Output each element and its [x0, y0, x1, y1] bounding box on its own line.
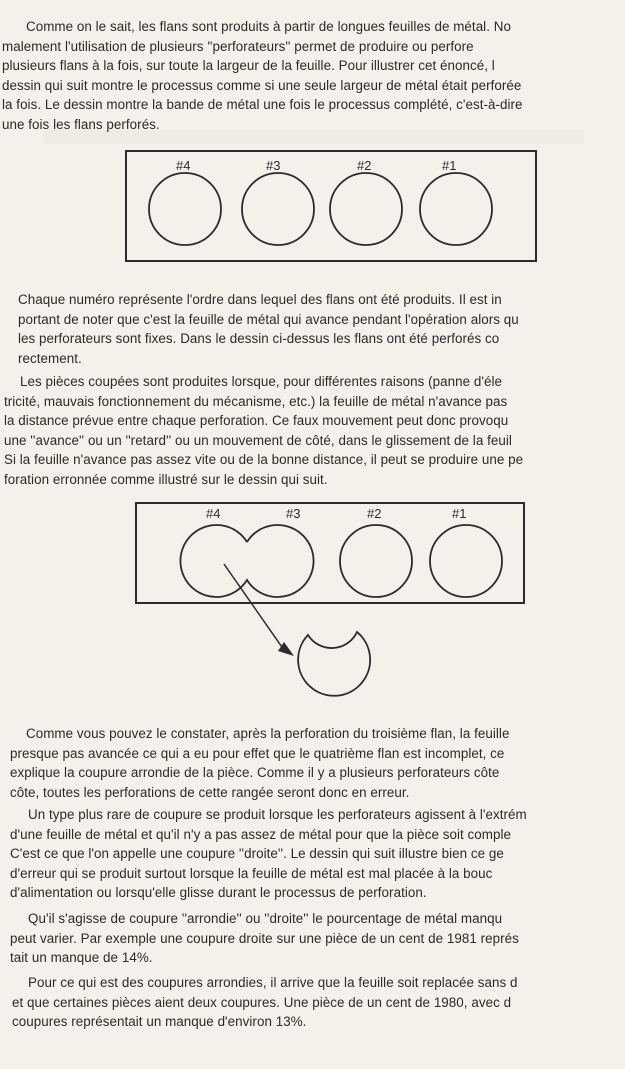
- blank-hole-2: [340, 525, 412, 597]
- blank-label-2: #2: [367, 506, 382, 521]
- paragraph-5: [10, 805, 625, 903]
- paragraph-5-line-3: C'est ce que l'on appelle une coupure ''droite''. Le dessin qui suit illustre bien ce ge: [10, 846, 504, 861]
- paragraph-2-line-1: Chaque numéro représente l'ordre dans lequel des flans ont été produits. Il est in: [18, 292, 502, 307]
- paragraph-5-line-1: Un type plus rare de coupure se produit lorsque les perforateurs agissent à l'extrém: [28, 807, 527, 822]
- paragraph-3-line-6: foration erronnée comme illustré sur le dessin qui suit.: [4, 471, 328, 487]
- paragraph-1-line-3: plusieurs flans à la fois, sur toute la largeur de la feuille. Pour illustrer cet énoncé, l: [2, 58, 495, 73]
- paragraph-1-line-6: une fois les flans perforés.: [2, 116, 160, 132]
- blank-label-4: #4: [176, 158, 191, 173]
- paragraph-3: [4, 372, 625, 489]
- paragraph-1-line-5: la fois. Le dessin montre la bande de métal une fois le processus complété, c'est-à-dire: [2, 97, 523, 112]
- overlapping-holes-4-3: [180, 525, 313, 597]
- blank-hole-1: [420, 173, 492, 245]
- paragraph-3-line-2: tricité, mauvais fonctionnement du mécanisme, etc.) la feuille de métal n'avance pas: [4, 393, 508, 409]
- blank-label-3: #3: [286, 506, 301, 521]
- paragraph-4-line-4: côte, toutes les perforations de cette rangée seront donc en erreur.: [10, 784, 410, 800]
- figure-2-svg: [134, 498, 530, 702]
- paragraph-6-line-3: tait un manque de 14%.: [10, 950, 153, 965]
- paragraph-7: [12, 973, 625, 1032]
- paragraph-3-line-5: Si la feuille n'avance pas assez vite ou de la bonne distance, il peut se produire une pe: [4, 452, 524, 467]
- paragraph-3-line-1: Les pièces coupées sont produites lorsque, pour différentes raisons (panne d'éle: [20, 374, 502, 389]
- paragraph-3-line-3: la distance prévue entre chaque perforation. Ce faux mouvement peut donc provoqu: [4, 413, 509, 428]
- paragraph-1-line-2: malement l'utilisation de plusieurs ''perforateurs'' permet de produire ou perfore: [2, 38, 474, 54]
- figure-1-svg: [124, 148, 540, 266]
- paragraph-1-line-1: Comme on le sait, les flans sont produits à partir de longues feuilles de métal. No: [26, 19, 511, 34]
- paragraph-4-line-1: Comme vous pouvez le constater, après la perforation du troisième flan, la feuille: [26, 726, 510, 741]
- paragraph-1: [2, 17, 625, 134]
- paragraph-4: [10, 724, 625, 802]
- paragraph-6-line-2: peut varier. Par exemple une coupure droite sur une pièce de un cent de 1981 représ: [10, 930, 519, 946]
- paragraph-1-line-4: dessin qui suit montre le processus comme si une seule largeur de métal était perforée: [2, 77, 522, 93]
- paragraph-2: [18, 290, 625, 368]
- paragraph-2-line-2: portant de noter que c'est la feuille de métal qui avance pendant l'opération alors qu: [18, 311, 519, 327]
- blank-label-1: #1: [442, 158, 457, 173]
- blank-label-2: #2: [357, 158, 372, 173]
- blank-label-3: #3: [266, 158, 281, 173]
- paragraph-5-line-4: d'erreur qui se produit surtout lorsque la feuille de métal est mal placée à la bouc: [10, 865, 493, 881]
- blank-hole-1: [430, 525, 502, 597]
- paragraph-7-line-1: Pour ce qui est des coupures arrondies, il arrive que la feuille soit replacée sans d: [28, 975, 518, 990]
- blank-label-1: #1: [452, 506, 467, 521]
- blank-hole-2: [330, 173, 402, 245]
- blank-label-4: #4: [206, 506, 221, 521]
- paragraph-5-line-2: d'une feuille de métal et qu'il n'y a pas assez de métal pour que la pièce soit comple: [10, 826, 512, 842]
- paragraph-4-line-2: presque pas avancée ce qui a eu pour effet que le quatrième flan est incomplet, ce: [10, 745, 505, 761]
- arrow-shaft: [224, 564, 284, 650]
- blank-hole-3: [242, 173, 314, 245]
- paragraph-7-line-3: coupures représentait un manque d'environ 13%.: [12, 1014, 307, 1029]
- clipped-coin: [298, 632, 370, 696]
- paragraph-7-line-2: et que certaines pièces aient deux coupures. Une pièce de un cent de 1980, avec d: [12, 994, 512, 1010]
- paragraph-6-line-1: Qu'il s'agisse de coupure ''arrondie'' ou ''droite'' le pourcentage de métal manqu: [28, 911, 503, 926]
- blank-hole-4: [149, 173, 221, 245]
- figure-2-clipped-blank: [134, 498, 530, 702]
- paragraph-4-line-3: explique la coupure arrondie de la pièce. Comme il y a plusieurs perforateurs côte: [10, 765, 500, 780]
- paragraph-2-line-4: rectement.: [18, 350, 82, 366]
- paragraph-6: [10, 909, 625, 968]
- paragraph-2-line-3: les perforateurs sont fixes. Dans le dessin ci-dessus les flans ont été perforés co: [18, 331, 500, 346]
- figure-1-metal-strip: [124, 148, 540, 266]
- paragraph-5-line-5: d'alimentation ou lorsqu'elle glisse durant le processus de perforation.: [10, 885, 427, 900]
- paragraph-3-line-4: une ''avance'' ou un ''retard'' ou un mouvement de côté, dans le glissement de la feuil: [4, 432, 512, 448]
